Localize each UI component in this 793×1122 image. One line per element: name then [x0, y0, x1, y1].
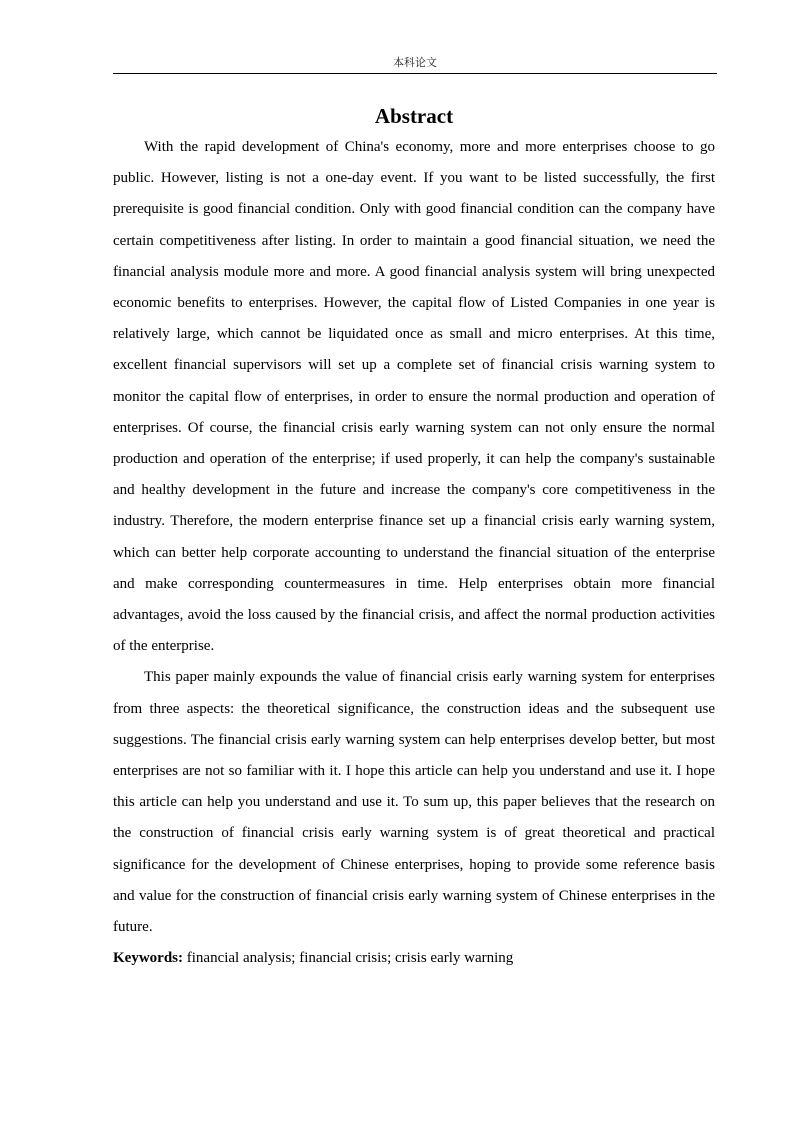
keywords-label: Keywords: [113, 950, 183, 967]
abstract-title: Abstract [374, 104, 454, 128]
abstract-paragraph-1: With the rapid development of China's economy, more and more enterprises choose to go public. However, listing is not a one-day event. If you want to be listed successfully, the first prerequisite is good financial condition. Only with good financial condition can the company have certain competitiveness after listing. In order to maintain a good financial situation, we need the financial analysis module more and more. A good financial analysis system will bring unexpected economic benefits to enterprises. However, the capital flow of Listed Companies in one year is relatively large, which cannot be liquidated once as small and micro enterprises. At this time, excellent financial supervisors will set up a complete set of financial crisis warning system to monitor the capital flow of enterprises, in order to ensure the normal production and operation of enterprises. Of course, the financial crisis early warning system can not only ensure the normal production and operation of the enterprise; if used properly, it can help the company's sustainable and healthy development in the future and increase the company's core competitiveness in the industry. Therefore, the modern enterprise finance set up a financial crisis early warning system, which can better help corporate accounting to understand the financial situation of the enterprise and make corresponding countermeasures in time. Help enterprises obtain more financial advantages, avoid the loss caused by the financial crisis, and affect the normal production activities of the enterprise. [113, 139, 715, 655]
keywords-text: financial analysis; financial crisis; crisis early warning [186, 950, 514, 967]
abstract-paragraph-2: This paper mainly expounds the value of financial crisis early warning system for enterprises from three aspects: the theoretical significance, the construction ideas and the subsequent use suggestions. The financial crisis early warning system can help enterprises develop better, but most enterprises are not so familiar with it. I hope this article can help you understand and use it. I hope this article can help you understand and use it. To sum up, this paper believes that the research on the construction of financial crisis early warning system is of great theoretical and practical significance for the development of Chinese enterprises, hoping to provide some reference basis and value for the construction of financial crisis early warning system of Chinese enterprises in the future. [113, 669, 715, 936]
running-header: 本科论文 [393, 56, 437, 69]
header-rule [113, 73, 717, 74]
abstract-section [113, 100, 715, 974]
keywords-line [113, 943, 715, 974]
